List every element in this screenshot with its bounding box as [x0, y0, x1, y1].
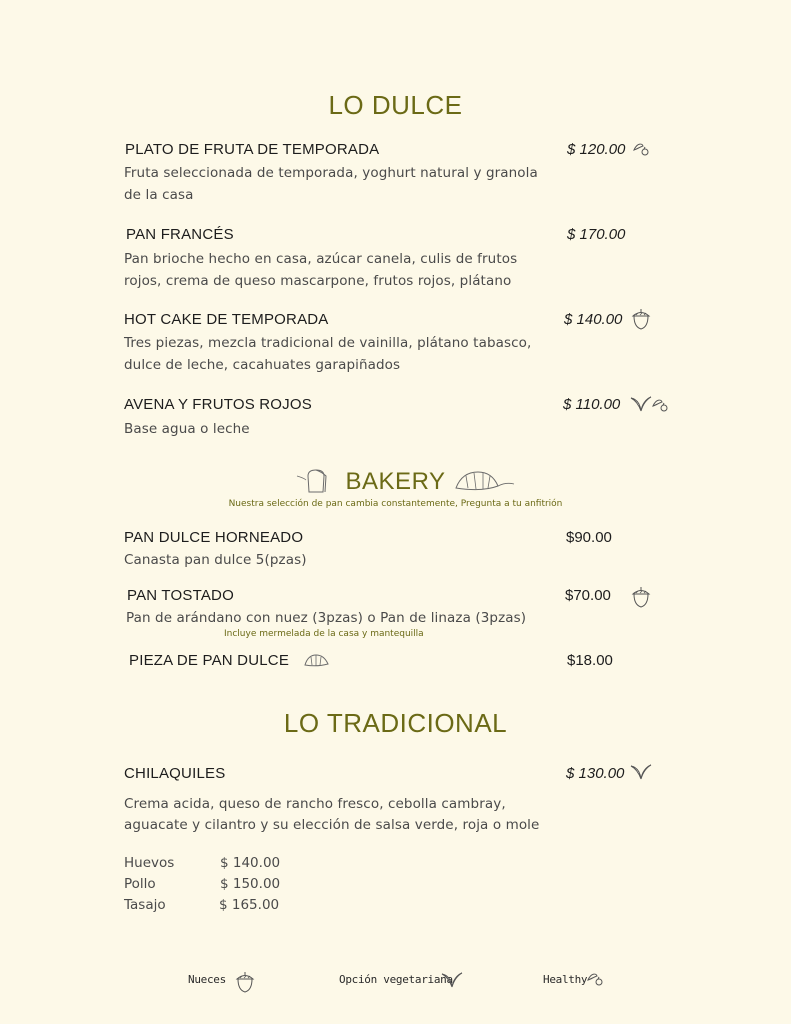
vegetarian-icon: [441, 971, 463, 989]
legend-nueces-label: Nueces: [188, 973, 226, 986]
item-price: $90.00: [566, 529, 612, 546]
healthy-icon: [651, 396, 671, 414]
vegetarian-icon: [630, 395, 652, 413]
option-price: $ 165.00: [219, 897, 280, 913]
option-label: Pollo: [124, 876, 156, 892]
item-name: PLATO DE FRUTA DE TEMPORADA: [125, 141, 380, 158]
item-description: dulce de leche, cacahuates garapiñados: [124, 357, 401, 373]
item-description: Pan brioche hecho en casa, azúcar canela, culis de frutos: [124, 251, 518, 267]
item-price: $ 140.00: [564, 311, 623, 328]
option-label: Huevos: [124, 855, 175, 871]
healthy-icon: [632, 140, 652, 158]
item-name: HOT CAKE DE TEMPORADA: [124, 311, 329, 328]
section-title-dulce: LO DULCE: [328, 90, 463, 120]
nut-icon: [630, 307, 652, 331]
item-description: Canasta pan dulce 5(pzas): [124, 552, 307, 568]
item-name: PAN FRANCÉS: [126, 226, 234, 243]
legend-healthy-label: Healthy: [543, 973, 588, 986]
section-title-tradicional: LO TRADICIONAL: [283, 708, 508, 738]
item-price: $70.00: [565, 587, 611, 604]
option-price: $ 150.00: [220, 876, 281, 892]
croissant-icon: [452, 466, 516, 496]
item-price: $ 170.00: [567, 226, 626, 243]
item-description: Base agua o leche: [124, 421, 250, 437]
croissant-icon: [303, 652, 331, 668]
item-note: Incluye mermelada de la casa y mantequilla: [224, 629, 424, 639]
item-name: PAN DULCE HORNEADO: [124, 529, 304, 546]
item-price: $ 110.00: [563, 396, 621, 413]
item-name: AVENA Y FRUTOS ROJOS: [124, 396, 312, 413]
item-name: PAN TOSTADO: [127, 587, 234, 604]
section-title-bakery: BAKERY: [345, 468, 446, 495]
item-price: $18.00: [567, 652, 613, 669]
healthy-icon: [586, 970, 606, 988]
bakery-subtitle: Nuestra selección de pan cambia constantemente, Pregunta a tu anfitrión: [228, 499, 563, 509]
nut-icon: [630, 585, 652, 609]
legend-vegetariana-label: Opción vegetariana: [339, 973, 453, 986]
item-description: Crema acida, queso de rancho fresco, cebolla cambray,: [124, 796, 506, 812]
nut-icon: [234, 970, 256, 994]
vegetarian-icon: [630, 763, 652, 781]
item-price: $ 130.00: [566, 765, 625, 782]
item-price: $ 120.00: [567, 141, 626, 158]
item-description: Pan de arándano con nuez (3pzas) o Pan de linaza (3pzas): [126, 610, 527, 626]
item-name: PIEZA DE PAN DULCE: [129, 652, 290, 669]
option-label: Tasajo: [124, 897, 166, 913]
item-description: aguacate y cilantro y su elección de salsa verde, roja o mole: [124, 817, 540, 833]
item-description: Tres piezas, mezcla tradicional de vainilla, plátano tabasco,: [124, 335, 532, 351]
item-description: Fruta seleccionada de temporada, yoghurt natural y granola: [124, 165, 538, 181]
item-name: CHILAQUILES: [124, 765, 226, 782]
option-price: $ 140.00: [220, 855, 281, 871]
item-description: de la casa: [124, 187, 194, 203]
item-description: rojos, crema de queso mascarpone, frutos rojos, plátano: [124, 273, 512, 289]
